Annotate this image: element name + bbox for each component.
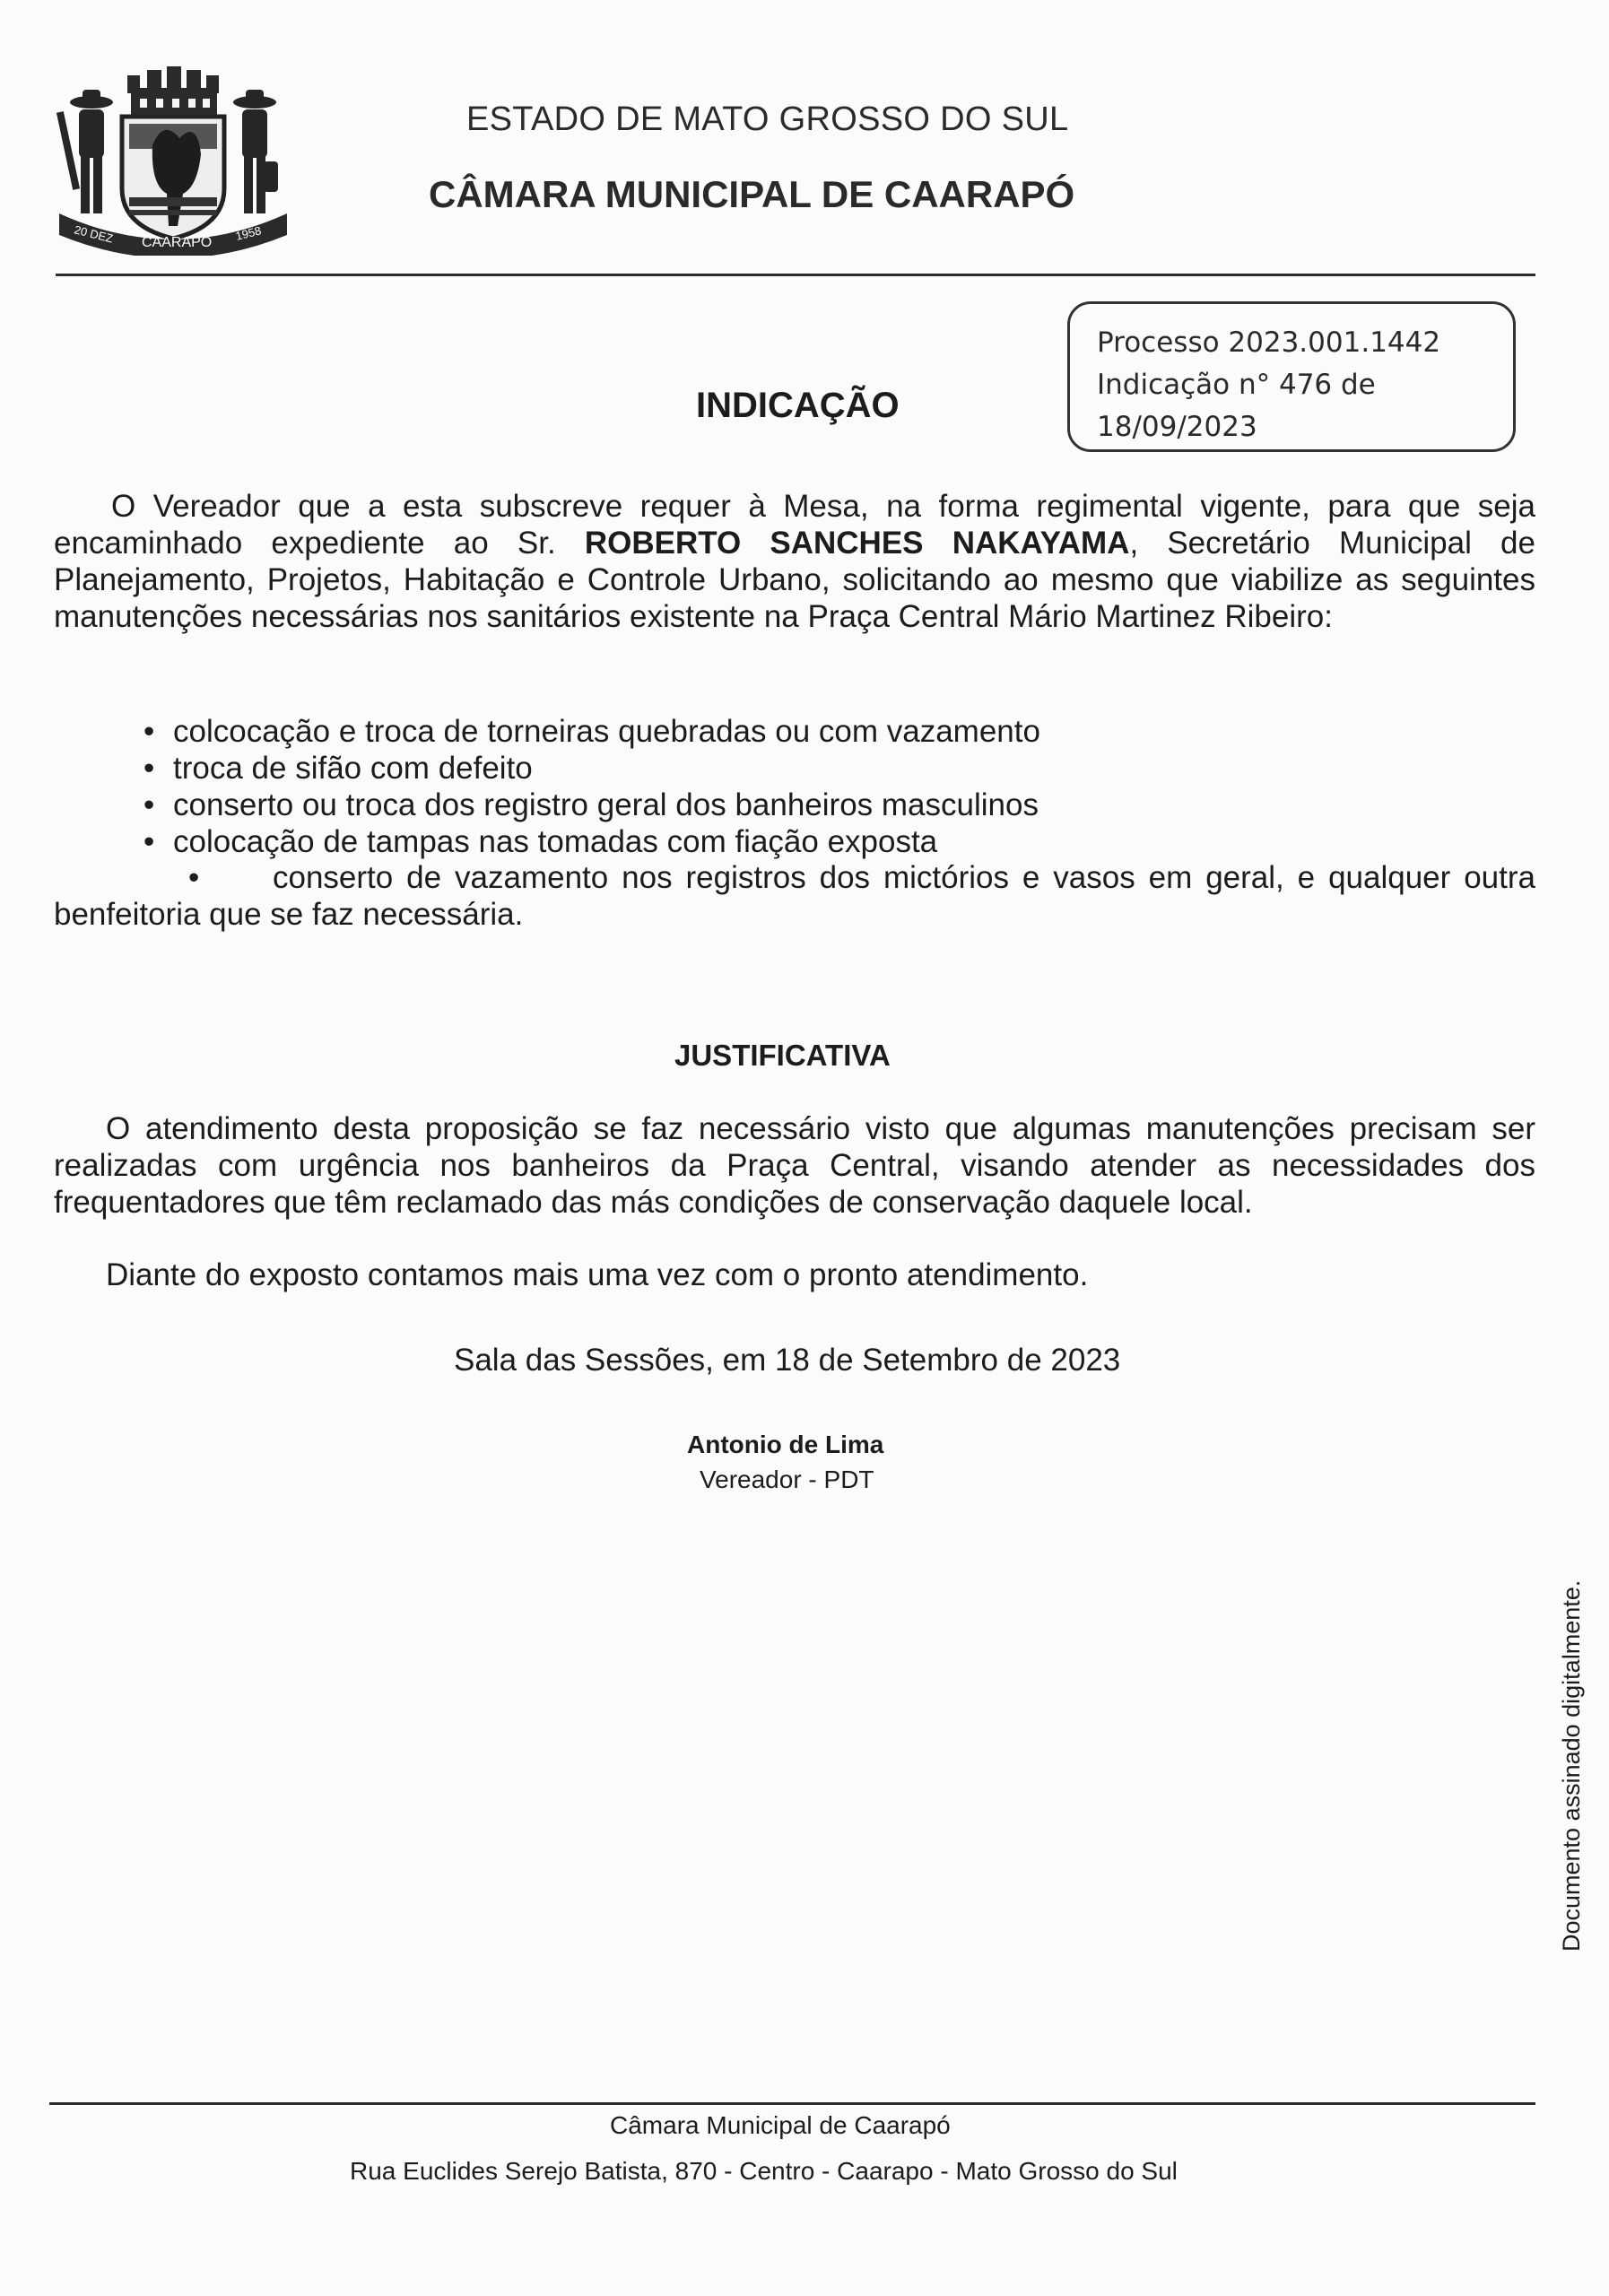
chamber-name: CÂMARA MUNICIPAL DE CAARAPÓ: [429, 173, 1075, 215]
municipal-crest-logo: [52, 63, 294, 256]
bullet-icon: •: [188, 860, 200, 895]
list-item-last: [54, 859, 1535, 933]
closing-sentence: Diante do exposto contamos mais uma vez com o pronto atendimento.: [106, 1257, 1089, 1292]
justification-text: O atendimento desta proposição se faz necessário visto que algumas manutenções precisam ser realizadas com urgência nos banheiros da Praça Central, visando atender as necessidades dos frequentadores que têm reclamado das más condições de conservação daquele local.: [54, 1111, 1535, 1220]
request-paragraph: [54, 488, 1535, 635]
request-text-before: O Vereador que a esta subscreve requer à Mesa, na forma regimental vigente, para que seja encaminhado expediente ao Sr.: [54, 489, 1535, 561]
svg-text:20 DEZ: 20 DEZ: [73, 222, 115, 246]
justification-heading: JUSTIFICATIVA: [674, 1039, 891, 1072]
digital-signature-note: Documento assinado digitalmente.: [1558, 1579, 1585, 1952]
footer-divider: [49, 2102, 1535, 2105]
indication-number: Indicação n° 476 de: [1097, 369, 1376, 401]
state-name: ESTADO DE MATO GROSSO DO SUL: [466, 100, 1069, 138]
session-date-line: Sala das Sessões, em 18 de Setembro de 2023: [454, 1343, 1121, 1378]
signer-role: Vereador - PDT: [700, 1465, 874, 1493]
process-stamp-box: [1067, 301, 1516, 452]
request-text-after: , Secretário Municipal de Planejamento, Projetos, Habitação e Controle Urbano, solicitando ao mesmo que viabilize as seguintes manutenções necessárias nos sanitários existente na Praça Central Mário Martinez Ribeiro:: [54, 526, 1535, 634]
svg-text:CAARAPÓ: CAARAPÓ: [142, 235, 213, 250]
secretary-name: ROBERTO SANCHES NAKAYAMA: [584, 526, 1130, 561]
list-item: • colocação de tampas nas tomadas com fiação exposta: [144, 823, 1040, 860]
document-title: INDICAÇÃO: [696, 386, 900, 425]
list-item: • colcocação e troca de torneiras quebradas ou com vazamento: [144, 713, 1040, 750]
footer-address: Rua Euclides Serejo Batista, 870 - Centro - Caarapo - Mato Grosso do Sul: [350, 2157, 1178, 2185]
maintenance-list: [144, 713, 1040, 860]
indication-date: 18/09/2023: [1097, 411, 1257, 443]
last-item-text: conserto de vazamento nos registros dos mictórios e vasos em geral, e qualquer outra benfeitoria que se faz necessária.: [54, 860, 1535, 932]
header-divider: [56, 274, 1535, 276]
list-item: • troca de sifão com defeito: [144, 750, 1040, 787]
signer-name: Antonio de Lima: [687, 1431, 884, 1458]
list-item: • conserto ou troca dos registro geral dos banheiros masculinos: [144, 787, 1040, 823]
justification-paragraph: [54, 1110, 1535, 1221]
footer-organization: Câmara Municipal de Caarapó: [610, 2111, 951, 2139]
svg-text:1958: 1958: [234, 223, 263, 243]
process-number: Processo 2023.001.1442: [1097, 326, 1441, 359]
